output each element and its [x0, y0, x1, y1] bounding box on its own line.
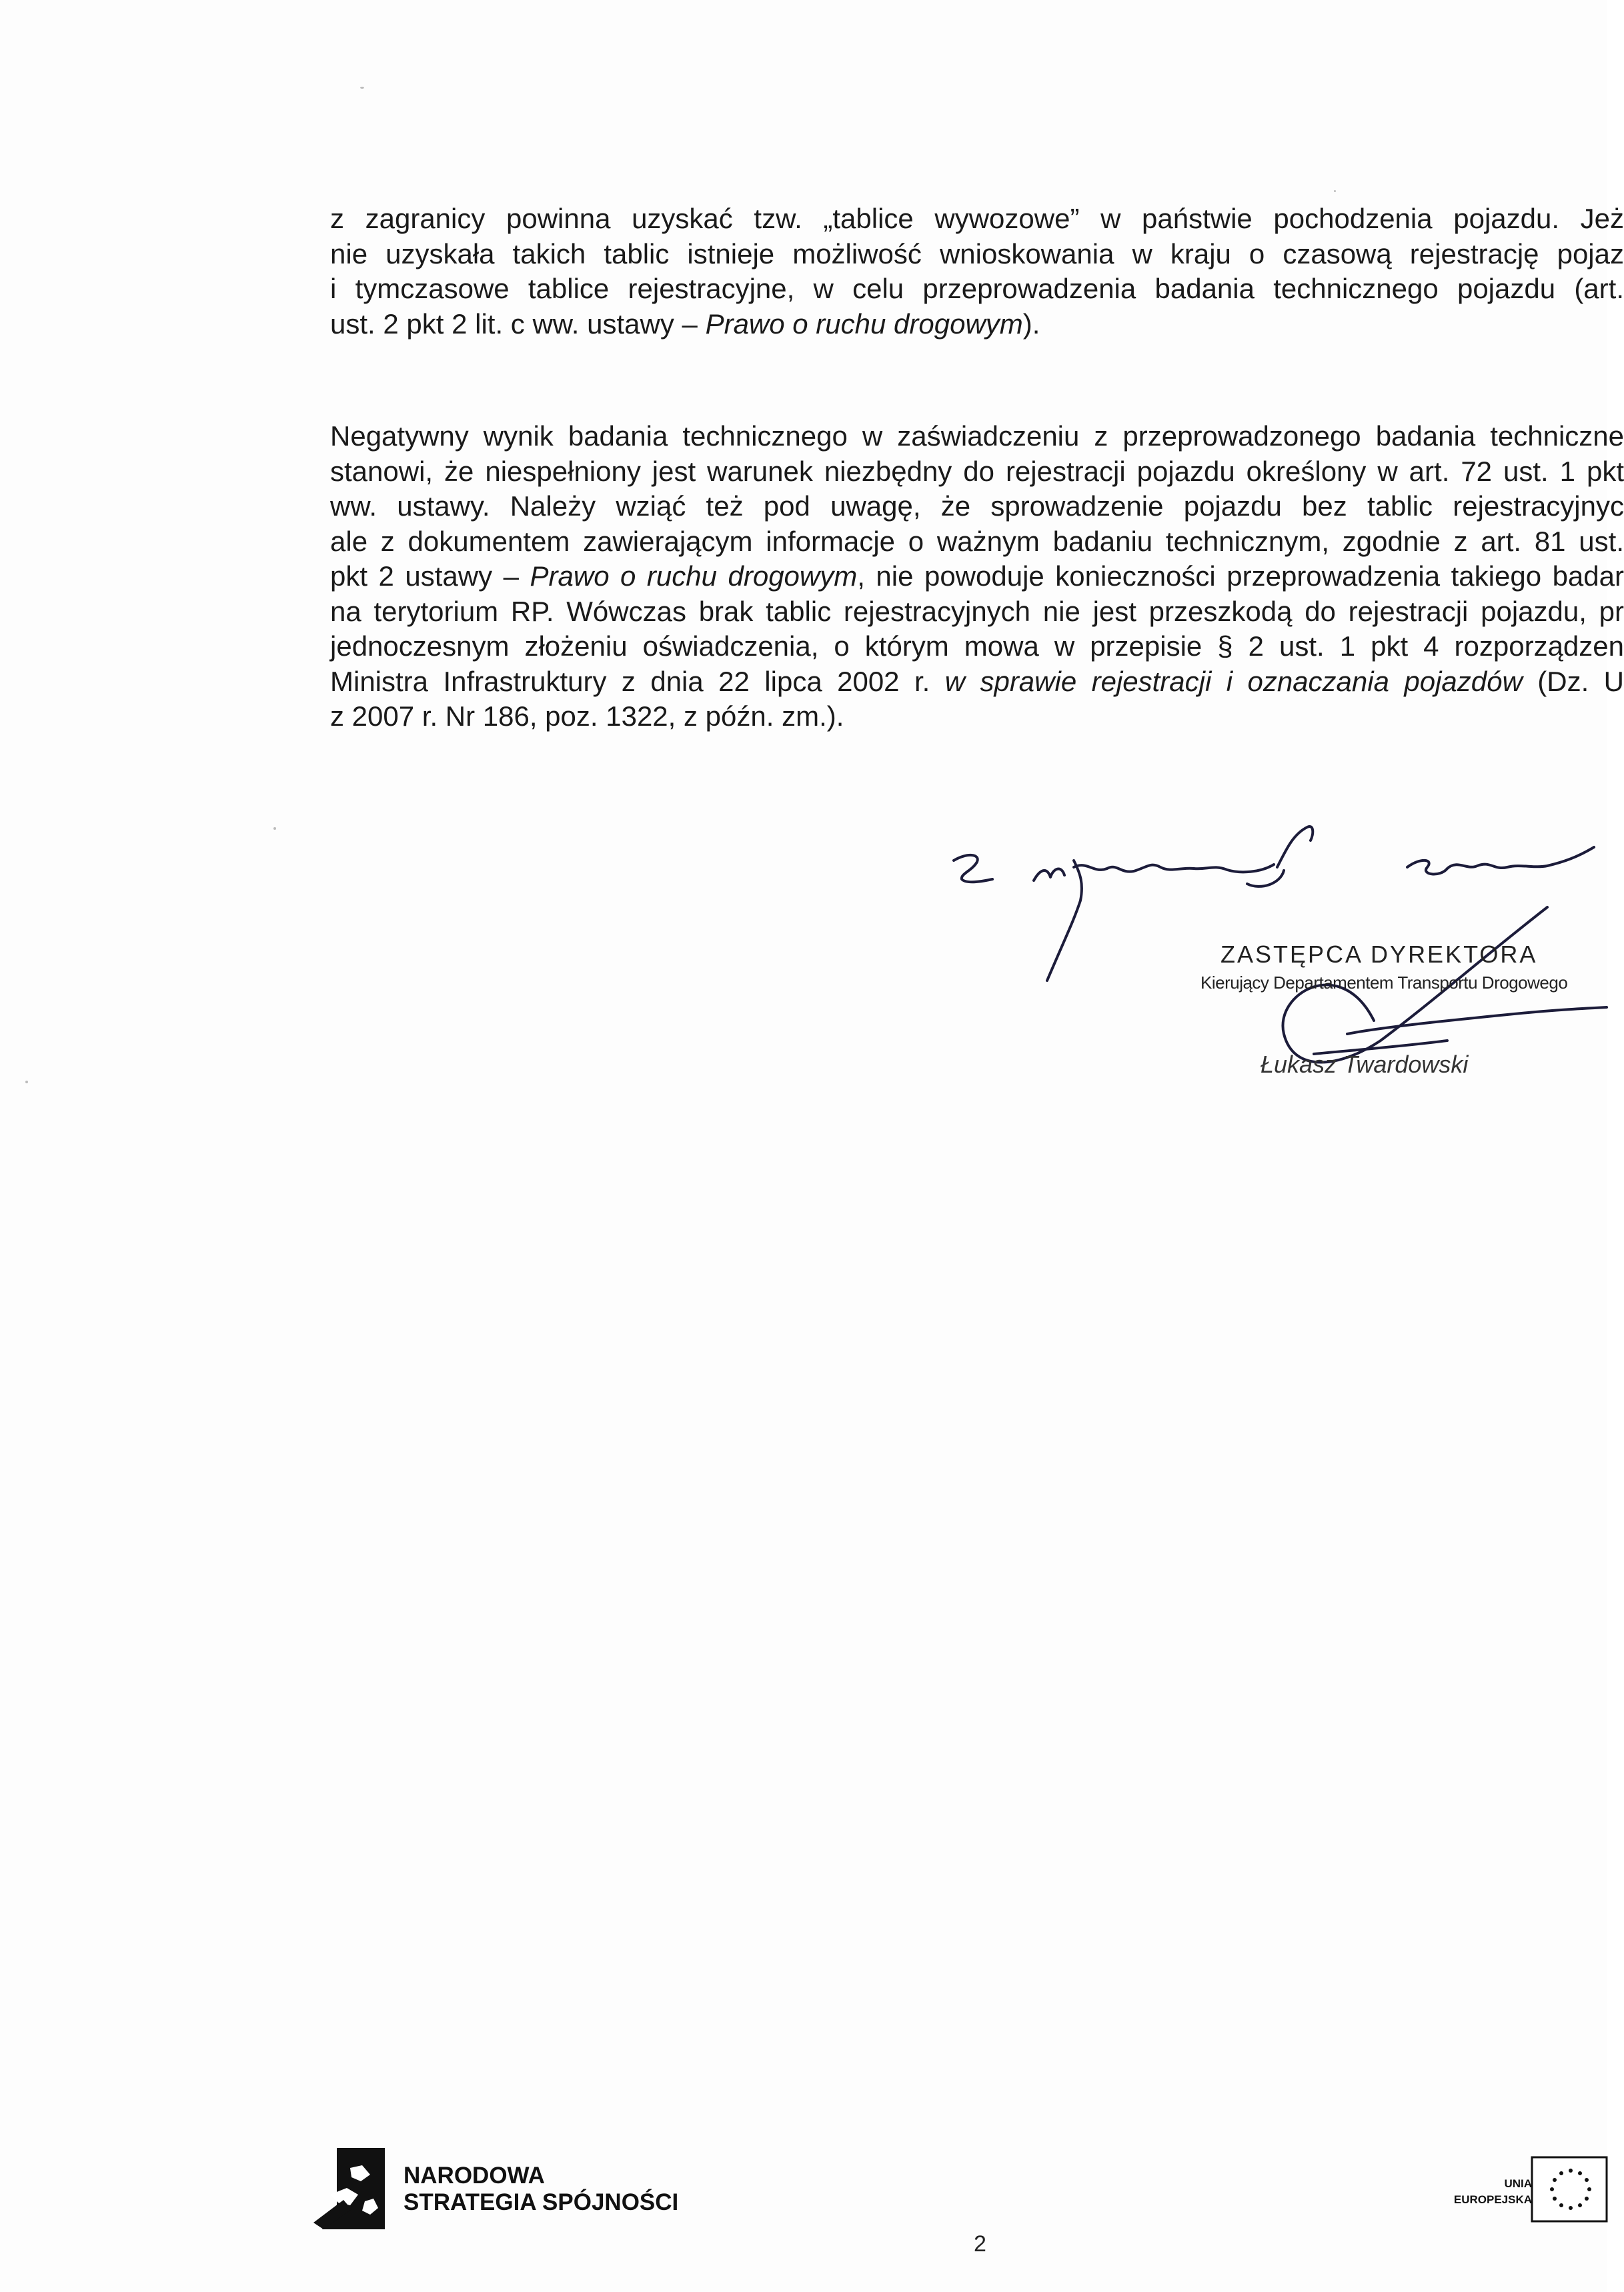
- regulation-title: w sprawie rejestracji i oznaczania pojazdów: [944, 665, 1523, 697]
- eu-logo-line-1: UNIA: [1504, 2177, 1532, 2190]
- nss-logo-line-2: STRATEGIA SPÓJNOŚCI: [403, 2189, 679, 2215]
- act-title: Prawo o ruchu drogowym: [705, 308, 1023, 340]
- paragraph-2: [330, 419, 1624, 734]
- paragraph-1-line-4-start: ust. 2 pkt 2 lit. c ww. ustawy –: [330, 308, 706, 340]
- paragraph-1: [330, 201, 1624, 342]
- paragraph-2-line-5: [330, 559, 1624, 594]
- paragraph-2-line-8-end: (Dz. U: [1522, 665, 1624, 697]
- paragraph-2-line-8: [330, 664, 1624, 700]
- nss-logo: [310, 2148, 710, 2235]
- scan-speck: [1334, 190, 1336, 192]
- paragraph-1-line-2: nie uzyskała takich tablic istnieje możliwość wnioskowania w kraju o czasową rejestrację pojaz: [330, 237, 1624, 269]
- eu-logo-line-2: EUROPEJSKA: [1453, 2193, 1532, 2206]
- paragraph-2-line-4: ale z dokumentem zawierającym informacje o ważnym badaniu technicznym, zgodnie z art. 81 ust.: [330, 525, 1624, 557]
- nss-emblem-icon: [310, 2148, 397, 2235]
- stamp-title: ZASTĘPCA DYREKTORA: [1221, 941, 1538, 968]
- paragraph-2-line-8-start: Ministra Infrastruktury z dnia 22 lipca 2002 r.: [330, 665, 945, 697]
- scan-speck: [25, 1081, 28, 1083]
- eu-logo-text: [1454, 2176, 1532, 2208]
- paragraph-2-line-6: na terytorium RP. Wówczas brak tablic rejestracyjnych nie jest przeszkodą do rejestracji pojazdu, pr: [330, 595, 1624, 627]
- signature-block: [914, 820, 1607, 1154]
- act-title: Prawo o ruchu drogowym: [530, 560, 858, 592]
- paragraph-1-line-4-end: ).: [1022, 308, 1040, 340]
- paragraph-2-line-3: ww. ustawy. Należy wziąć też pod uwagę, że sprowadzenie pojazdu bez tablic rejestracyjnyc: [330, 490, 1624, 522]
- stamp-subtitle: Kierujący Departamentem Transportu Drogowego: [1200, 973, 1568, 993]
- paragraph-2-line-1: Negatywny wynik badania technicznego w zaświadczeniu z przeprowadzonego badania techniczne: [330, 420, 1624, 452]
- eu-logo: [1434, 2149, 1607, 2229]
- scan-speck: [360, 87, 364, 89]
- page-number: 2: [974, 2231, 986, 2257]
- paragraph-2-line-5-start: pkt 2 ustawy –: [330, 560, 530, 592]
- nss-logo-text: [403, 2163, 678, 2216]
- stamp-name: Łukasz Twardowski: [1261, 1051, 1469, 1078]
- paragraph-1-line-3: i tymczasowe tablice rejestracyjne, w celu przeprowadzenia badania technicznego pojazdu (art.: [330, 273, 1624, 304]
- paragraph-1-line-4: [330, 307, 1607, 342]
- paragraph-2-line-2: stanowi, że niespełniony jest warunek niezbędny do rejestracji pojazdu określony w art. 72 ust. 1 pkt: [330, 455, 1624, 487]
- paragraph-2-line-5-end: , nie powoduje konieczności przeprowadzenia takiego badar: [857, 560, 1624, 592]
- paragraph-2-line-7: jednoczesnym złożeniu oświadczenia, o którym mowa w przepisie § 2 ust. 1 pkt 4 rozporządzen: [330, 630, 1624, 662]
- nss-logo-line-1: NARODOWA: [403, 2163, 545, 2189]
- eu-flag-icon: [1531, 2156, 1607, 2223]
- paragraph-1-line-1: z zagranicy powinna uzyskać tzw. „tablice wywozowe” w państwie pochodzenia pojazdu. Jeż: [330, 203, 1624, 234]
- paragraph-2-line-9: z 2007 r. Nr 186, poz. 1322, z późn. zm.).: [330, 700, 844, 732]
- scan-speck: [273, 827, 276, 830]
